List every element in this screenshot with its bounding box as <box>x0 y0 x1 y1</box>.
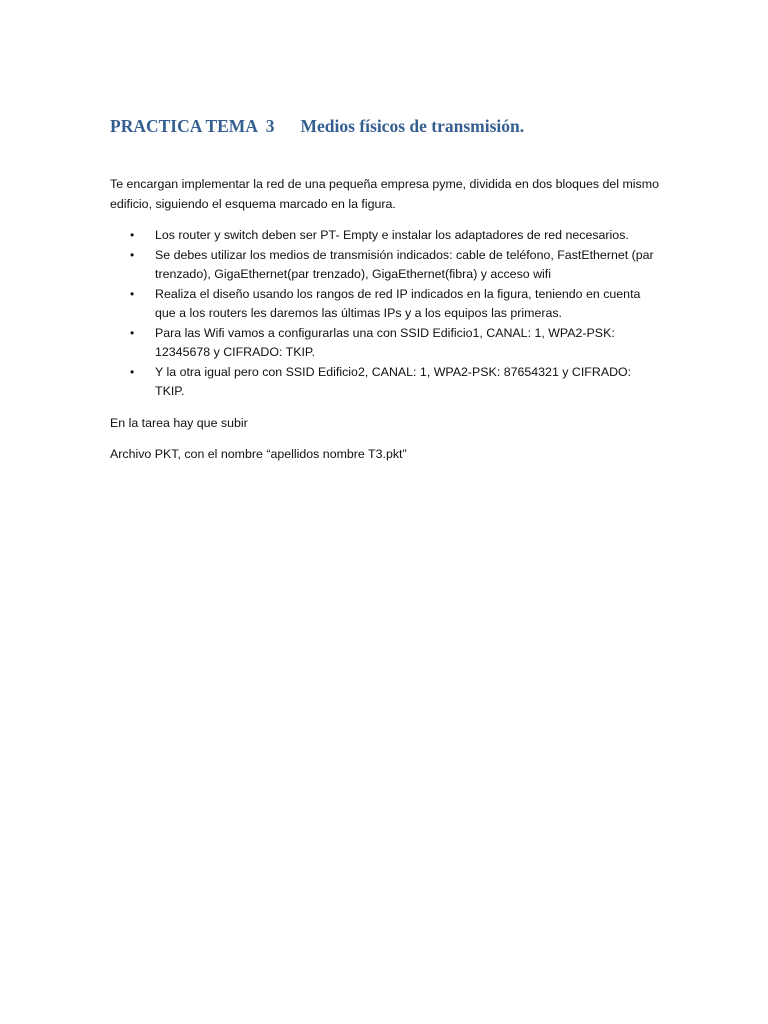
bullet-icon: • <box>130 247 135 262</box>
intro-paragraph: Te encargan implementar la red de una pequeña empresa pyme, dividida en dos bloques del mismo edificio, siguiendo el esquema marcado en la figura. <box>110 177 659 211</box>
list-item-text: Y la otra igual pero con SSID Edificio2, CANAL: 1, WPA2-PSK: 87654321 y CIFRADO: TKIP. <box>155 364 632 398</box>
task-line: En la tarea hay que subir <box>110 415 248 430</box>
bullet-icon: • <box>130 325 135 340</box>
list-item <box>110 324 662 363</box>
list-item-text: Para las Wifi vamos a configurarlas una con SSID Edificio1, CANAL: 1, WPA2-PSK: 12345678 y CIFRADO: TKIP. <box>155 325 615 359</box>
document-title <box>110 112 662 140</box>
bullet-icon: • <box>130 364 135 379</box>
list-item <box>110 246 662 285</box>
list-item <box>110 285 662 324</box>
title-left: PRACTICA TEMA 3 <box>110 116 275 136</box>
list-item-text: Realiza el diseño usando los rangos de red IP indicados en la figura, teniendo en cuenta que a los routers les daremos las últimas IPs y a los equipos las primeras. <box>155 286 641 320</box>
list-item-text: Los router y switch deben ser PT- Empty e instalar los adaptadores de red necesarios. <box>155 228 629 242</box>
file-line: Archivo PKT, con el nombre “apellidos nombre T3.pkt” <box>110 447 407 461</box>
document-content <box>110 112 662 465</box>
title-right: Medios físicos de transmisión. <box>300 116 525 136</box>
list-item <box>110 226 662 246</box>
bullet-icon: • <box>130 286 135 301</box>
requirements-list <box>110 226 662 402</box>
bullet-icon: • <box>130 228 135 242</box>
list-item <box>110 363 662 402</box>
list-item-text: Se debes utilizar los medios de transmisión indicados: cable de teléfono, FastEthernet (par trenzado), GigaEthernet(par trenzado), GigaEthernet(fibra) y acceso wifi <box>155 247 654 281</box>
